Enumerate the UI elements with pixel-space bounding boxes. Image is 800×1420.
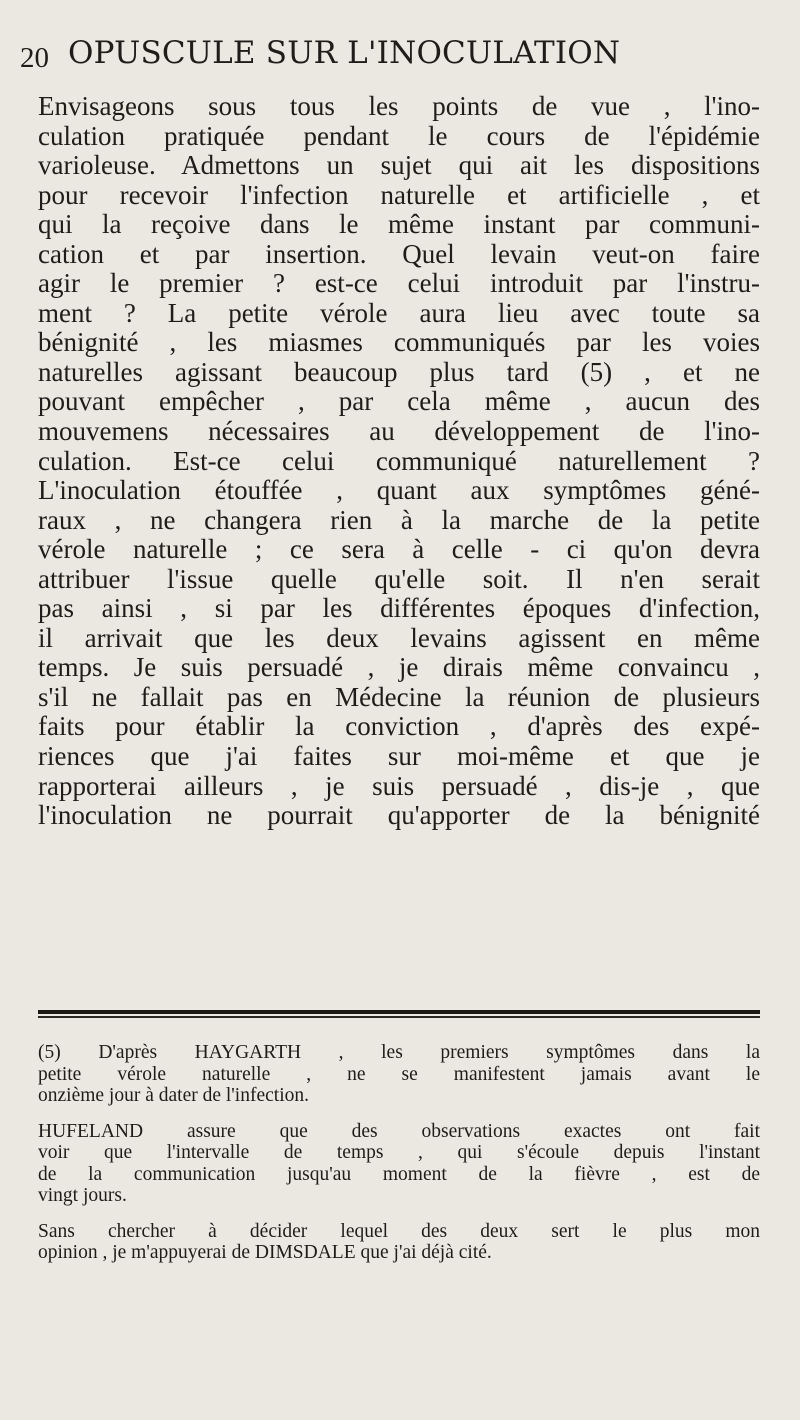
- body-line: riences que j'ai faites sur moi-même et que je: [38, 741, 760, 772]
- footnote-gap: [38, 1207, 760, 1221]
- body-line: agir le premier ? est-ce celui introduit par l'instru-: [38, 268, 760, 299]
- footnote-line: voir que l'intervalle de temps , qui s'écoule depuis l'instant: [38, 1142, 760, 1163]
- body-line: il arrivait que les deux levains agissent en même: [38, 622, 760, 653]
- body-line: attribuer l'issue quelle qu'elle soit. Il n'en serait: [38, 563, 760, 594]
- footnote-line: de la communication jusqu'au moment de la fièvre , est de: [38, 1163, 760, 1185]
- body-line: ment ? La petite vérole aura lieu avec toute sa: [38, 297, 760, 328]
- body-line: bénignité , les miasmes communiqués par les voies: [38, 327, 760, 358]
- body-line: qui la reçoive dans le même instant par communi-: [38, 209, 760, 240]
- body-line: culation. Est-ce celui communiqué naturellement ?: [38, 445, 760, 476]
- body-line: vérole naturelle ; ce sera à celle - ci qu'on devra: [38, 534, 760, 565]
- body-line: faits pour établir la conviction , d'après des expé-: [38, 711, 760, 742]
- footnote-gap: [38, 1107, 760, 1121]
- body-line: varioleuse. Admettons un sujet qui ait les dispositions: [38, 150, 760, 181]
- body-line: naturelles agissant beaucoup plus tard (5) , et ne: [38, 356, 760, 387]
- footnote-line: (5) D'après HAYGARTH , les premiers symptômes dans la: [38, 1042, 760, 1063]
- body-line: temps. Je suis persuadé , je dirais même convaincu ,: [38, 652, 760, 683]
- page-number: 20: [20, 42, 49, 74]
- body-line: culation pratiquée pendant le cours de l'épidémie: [38, 120, 760, 151]
- body-line: s'il ne fallait pas en Médecine la réunion de plusieurs: [38, 681, 760, 712]
- body-line: raux , ne changera rien à la marche de la petite: [38, 504, 760, 535]
- footnote-line: opinion , je m'appuyerai de DIMSDALE que j'ai déjà cité.: [38, 1242, 492, 1263]
- body-line: pouvant empêcher , par cela même , aucun des: [38, 386, 760, 417]
- running-title: OPUSCULE SUR L'INOCULATION: [68, 35, 621, 71]
- body-line: pas ainsi , si par les différentes époques d'infection,: [38, 593, 760, 624]
- body-line: L'inoculation étouffée , quant aux symptômes géné-: [38, 475, 760, 506]
- footnotes: [38, 1042, 760, 1264]
- footnote-line: petite vérole naturelle , ne se manifestent jamais avant le: [38, 1063, 760, 1085]
- footnote-rule: [38, 1010, 760, 1014]
- body-line: cation et par insertion. Quel levain veut-on faire: [38, 238, 760, 269]
- footnote-line: Sans chercher à décider lequel des deux sert le plus mon: [38, 1220, 760, 1242]
- footnote-rule-thin: [38, 1016, 760, 1018]
- body-line: Envisageons sous tous les points de vue , l'ino-: [38, 91, 760, 121]
- footnote-line: HUFELAND assure que des observations exactes ont fait: [38, 1120, 760, 1142]
- page-header: [20, 28, 760, 78]
- footnote-line: onzième jour à dater de l'infection.: [38, 1085, 309, 1106]
- body-line: rapporterai ailleurs , je suis persuadé , dis-je , que: [38, 770, 760, 801]
- body-text: [38, 92, 760, 831]
- body-line: mouvemens nécessaires au développement de l'ino-: [38, 416, 760, 447]
- body-line: l'inoculation ne pourrait qu'apporter de la bénignité: [38, 800, 760, 831]
- body-line: pour recevoir l'infection naturelle et artificielle , et: [38, 179, 760, 210]
- footnote-line: vingt jours.: [38, 1185, 127, 1206]
